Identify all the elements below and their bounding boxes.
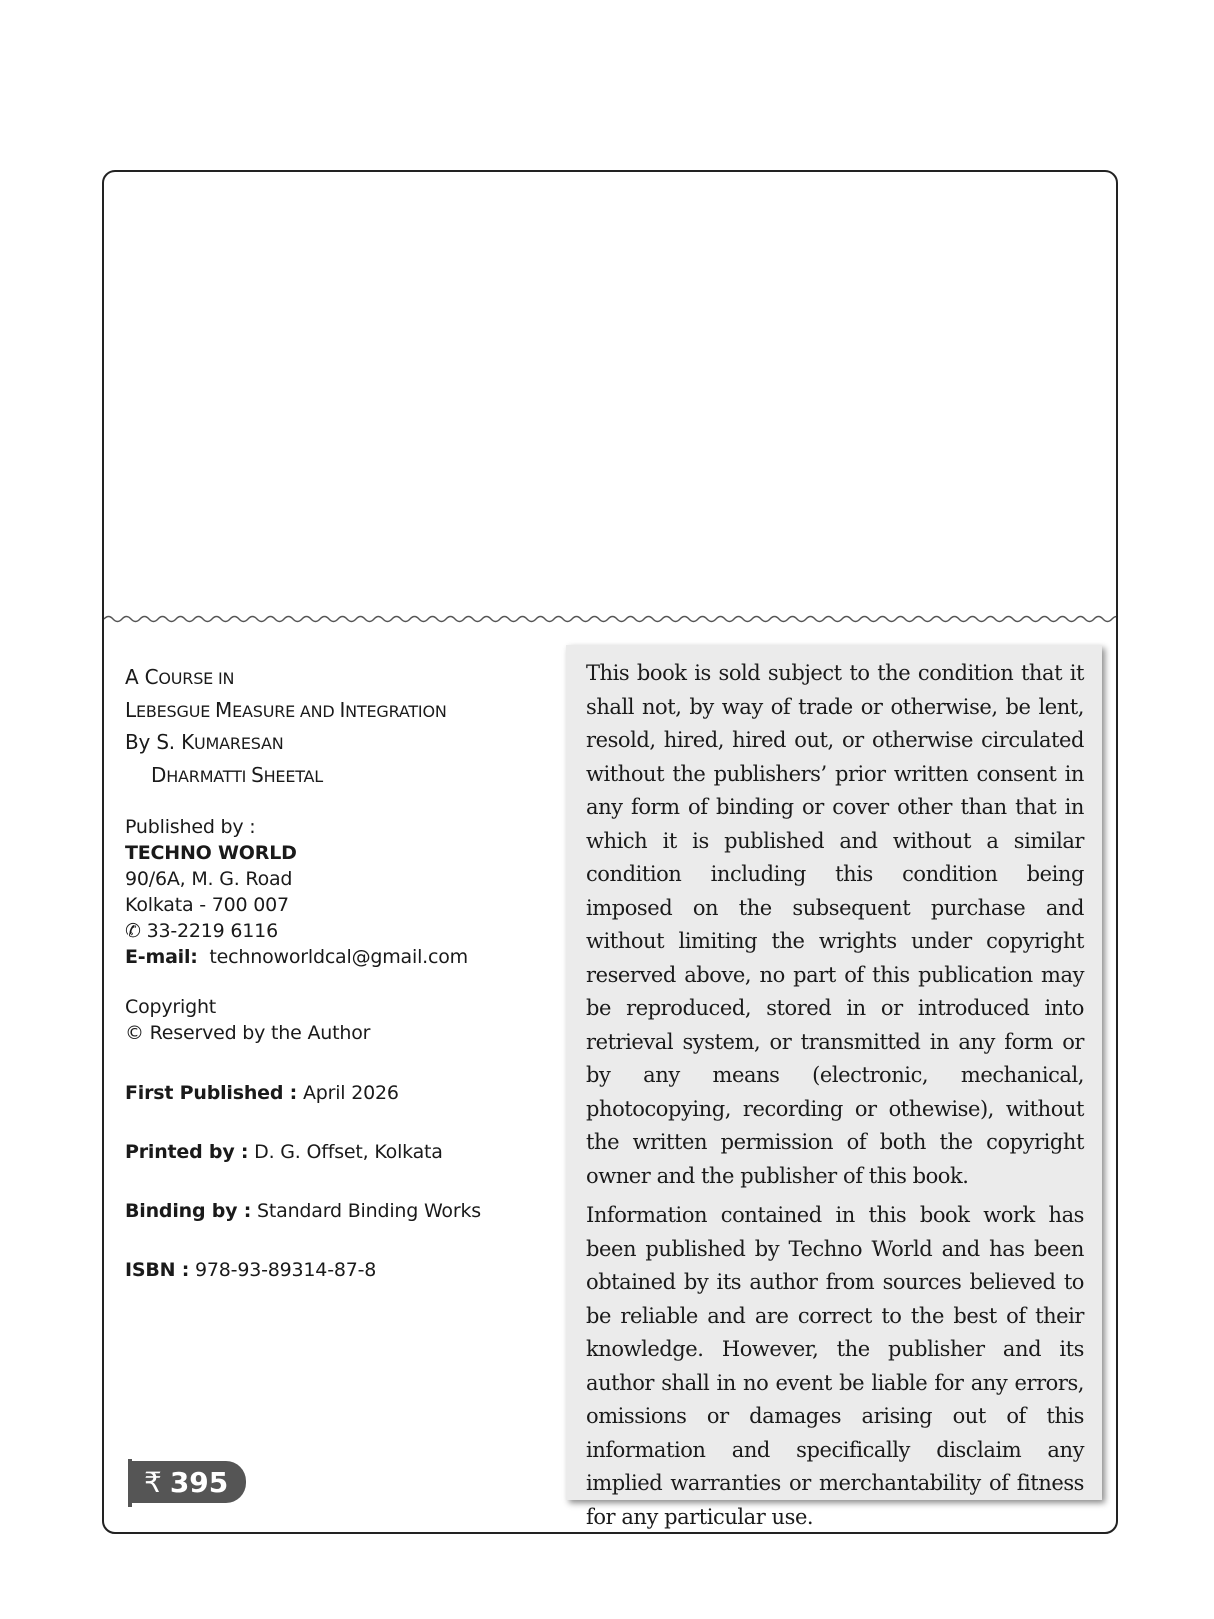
- publisher-email: E-mail: technoworldcal@gmail.com: [125, 946, 468, 968]
- publisher-block: [125, 814, 545, 1046]
- notice-paragraph-2: Information contained in this book work has been published by Techno World and has been obtained by its author from sources believed to be reliable and are correct to the best of their knowledge. However, the publisher and its author shall in no event be liable for any errors, omissions or damages arising out of this information and specifically disclaim any implied warranties or merchantability of fitness for any particular use.: [586, 1203, 1084, 1529]
- author-line-1: By S. KUMARESAN: [125, 730, 284, 754]
- author-line-2: DHARMATTI SHEETAL: [151, 762, 324, 787]
- publisher-address-1: 90/6A, M. G. Road: [125, 868, 293, 890]
- tear-line-divider: [104, 612, 1116, 626]
- phone-icon: ✆: [125, 920, 141, 942]
- price-tag: [132, 1461, 246, 1503]
- first-published: First Published : April 2026: [125, 1082, 399, 1104]
- title-line-2: LEBESGUE MEASURE AND INTEGRATION: [125, 697, 447, 722]
- title-line-1: A COURSE IN: [125, 665, 235, 689]
- book-title-block: [125, 662, 545, 792]
- publisher-phone: ✆ 33-2219 6116: [125, 920, 278, 942]
- publisher-label: Published by :: [125, 816, 256, 838]
- binding-by: Binding by : Standard Binding Works: [125, 1200, 481, 1222]
- copyright-label: Copyright: [125, 996, 217, 1018]
- copyright-text: © Reserved by the Author: [125, 1022, 371, 1044]
- price-value: 395: [169, 1465, 229, 1499]
- printed-by: Printed by : D. G. Offset, Kolkata: [125, 1141, 443, 1163]
- imprint-column: [125, 662, 545, 1283]
- isbn: ISBN : 978-93-89314-87-8: [125, 1259, 377, 1281]
- rupee-icon: ₹: [144, 1465, 162, 1499]
- publisher-address-2: Kolkata - 700 007: [125, 894, 289, 916]
- copyright-notice-box: [566, 645, 1102, 1529]
- publisher-name: TECHNO WORLD: [125, 842, 297, 864]
- notice-paragraph-1: This book is sold subject to the condition that it shall not, by way of trade or otherwise, be lent, resold, hired, hired out, or otherwise circulated without the publishers’ prior written consent in any form of binding or cover other than that in which it is published and without a similar condition including this condition being imposed on the subsequent purchase and without limiting the wrights under copyright reserved above, no part of this publication may be reproduced, stored in or introduced into retrieval system, or transmitted in any form or by any means (electronic, mechanical, photocopying, recording or othewise), without the written permission of both the copyright owner and the publisher of this book.: [586, 661, 1084, 1188]
